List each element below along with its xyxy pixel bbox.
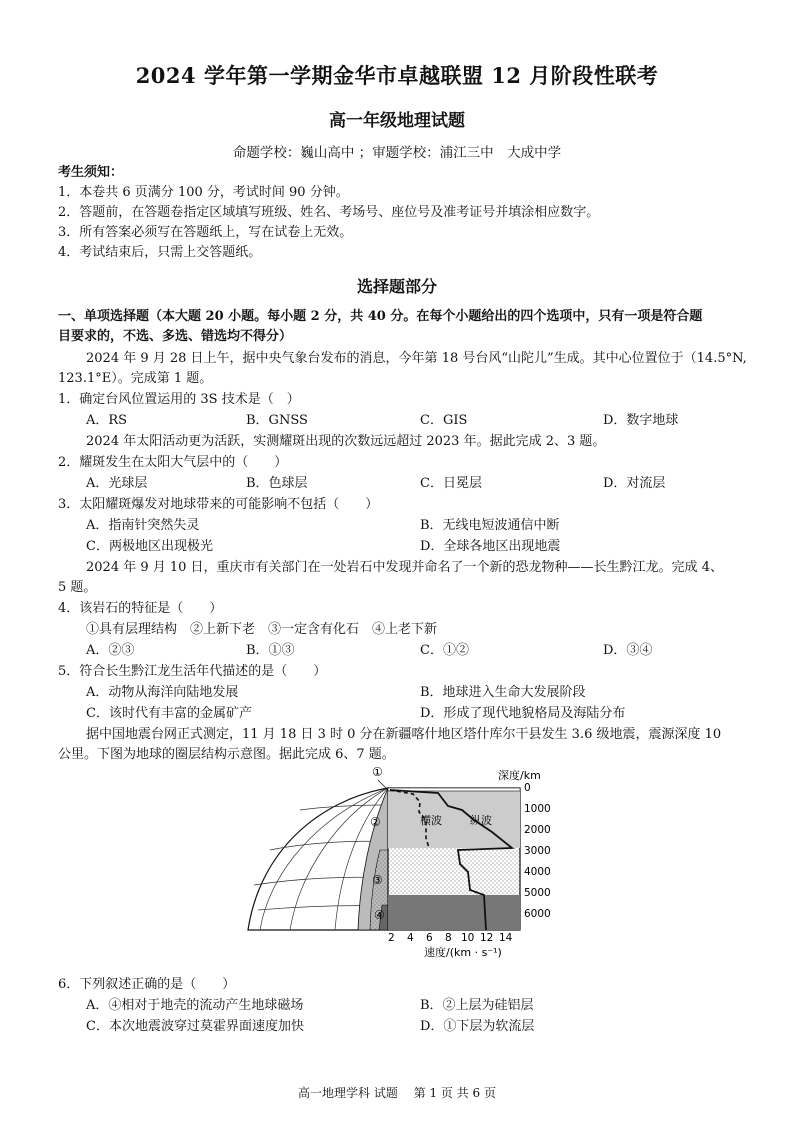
option-d: D．③④ <box>603 643 653 658</box>
depth-ticks <box>524 782 551 920</box>
stem-text: 据中国地震台网正式测定，11 月 18 日 3 时 0 分在新疆喀什地区塔什库尔干县发生 3.6 级地震，震源深度 10 <box>86 727 722 742</box>
exam-subtitle: 高一年级地理试题 <box>329 111 465 131</box>
option-b: B．无线电短波通信中断 <box>420 518 560 533</box>
depth-tick: 3000 <box>524 845 551 857</box>
speed-tick: 10 <box>461 932 475 944</box>
stem-text: 2024 年 9 月 28 日上午，据中央气象台发布的消息，今年第 18 号台风“山陀儿”生成。其中心位置位于（14.5°N, <box>86 351 747 366</box>
question-6: 6．下列叙述正确的是（ ） <box>58 977 236 992</box>
speed-tick: 2 <box>388 932 395 944</box>
notice-item: 3．所有答案必须写在答题纸上，写在试卷上无效。 <box>58 225 353 240</box>
speed-tick: 12 <box>480 932 494 944</box>
marker-1: ① <box>372 765 383 779</box>
option-b: B．②上层为硅铝层 <box>420 998 534 1013</box>
option-a: A．动物从海洋向陆地发展 <box>86 685 239 700</box>
section-instruction: 一、单项选择题（本大题 20 小题。每小题 2 分，共 40 分。在每个小题给出的四个选项中，只有一项是符合题 <box>58 309 703 324</box>
inner-core-band <box>388 895 520 930</box>
depth-tick: 6000 <box>524 908 551 920</box>
option-b: B．色球层 <box>246 476 308 491</box>
option-d: D．对流层 <box>603 476 666 491</box>
speed-tick: 14 <box>499 932 513 944</box>
option-d: D．数字地球 <box>603 413 679 428</box>
option-a: A．②③ <box>86 643 135 658</box>
stem-text: 2024 年 9 月 10 日，重庆市有关部门在一处岩石中发现并命名了一个新的恐龙物种——长生黔江龙。完成 4、 <box>86 560 723 575</box>
wave-s-label: 横波 <box>420 814 442 827</box>
wave-p-label: 纵波 <box>470 814 492 827</box>
question-2: 2．耀斑发生在太阳大气层中的（ ） <box>58 455 288 470</box>
option-a: A．光球层 <box>86 476 148 491</box>
speed-tick: 4 <box>407 932 414 944</box>
notice-item: 4．考试结束后，只需上交答题纸。 <box>58 245 262 260</box>
page-footer: 高一地理学科 试题 第 1 页 共 6 页 <box>298 1086 496 1100</box>
option-c: C．①② <box>420 643 469 658</box>
depth-tick: 1000 <box>524 803 551 815</box>
option-b: B．①③ <box>246 643 295 658</box>
school-info: 命题学校：巍山高中 ；审题学校：浦江三中 大成中学 <box>232 145 562 161</box>
marker-2: ② <box>370 815 381 829</box>
speed-tick: 6 <box>426 932 433 944</box>
stem-text: 123.1°E）。完成第 1 题。 <box>58 371 213 386</box>
section-title: 选择题部分 <box>356 277 437 296</box>
option-c: C．日冕层 <box>420 476 482 491</box>
option-b: B．GNSS <box>246 413 308 428</box>
speed-tick: 8 <box>445 932 452 944</box>
marker-3: ③ <box>372 873 383 887</box>
stem-text: 5 题。 <box>58 580 97 595</box>
stem-text: 2024 年太阳活动更为活跃，实测耀斑出现的次数远远超过 2023 年。据此完成 2、3 题。 <box>86 434 606 449</box>
question-3: 3．太阳耀斑爆发对地球带来的可能影响不包括（ ） <box>58 497 379 512</box>
question-4: 4．该岩石的特征是（ ） <box>58 601 223 616</box>
outer-core-band <box>388 848 520 895</box>
section-instruction: 目要求的，不选、多选、错选均不得分） <box>58 329 293 344</box>
option-c: C．本次地震波穿过莫霍界面速度加快 <box>86 1019 304 1034</box>
option-d: D．全球各地区出现地震 <box>420 539 561 554</box>
stem-text: 公里。下图为地球的圈层结构示意图。据此完成 6、7 题。 <box>58 747 395 762</box>
notice-heading: 考生须知： <box>58 165 124 180</box>
question-1: 1．确定台风位置运用的 3S 技术是（ ） <box>58 392 300 407</box>
depth-axis-label: 深度/km <box>498 769 541 782</box>
depth-tick: 0 <box>524 782 531 794</box>
notice-item: 2．答题前，在答题卷指定区域填写班级、姓名、考场号、座位号及准考证号并填涂相应数字。 <box>58 205 600 220</box>
depth-tick: 4000 <box>524 866 551 878</box>
option-d: D．形成了现代地貌格局及海陆分布 <box>420 706 626 721</box>
marker-4: ④ <box>374 908 385 922</box>
option-b: B．地球进入生命大发展阶段 <box>420 685 586 700</box>
question-5: 5．符合长生黔江龙生活年代描述的是（ ） <box>58 664 327 679</box>
option-a: A．指南针突然失灵 <box>86 518 200 533</box>
notice-item: 1．本卷共 6 页满分 100 分，考试时间 90 分钟。 <box>58 185 349 200</box>
option-c: C．GIS <box>420 413 468 428</box>
option-c: C．两极地区出现极光 <box>86 539 213 554</box>
speed-ticks <box>388 932 513 944</box>
depth-tick: 2000 <box>524 824 551 836</box>
speed-axis-label: 速度/(km · s⁻¹) <box>424 946 502 959</box>
option-c: C．该时代有丰富的金属矿产 <box>86 706 252 721</box>
option-a: A．RS <box>86 413 128 428</box>
depth-tick: 5000 <box>524 887 551 899</box>
earth-structure-figure <box>230 760 570 960</box>
option-a: A．④相对于地壳的流动产生地球磁场 <box>86 998 304 1013</box>
statement-list: ①具有层理结构 ②上新下老 ③一定含有化石 ④上老下新 <box>86 622 438 637</box>
option-d: D．①下层为软流层 <box>420 1019 535 1034</box>
exam-title: 2024 学年第一学期金华市卓越联盟 12 月阶段性联考 <box>135 63 659 88</box>
